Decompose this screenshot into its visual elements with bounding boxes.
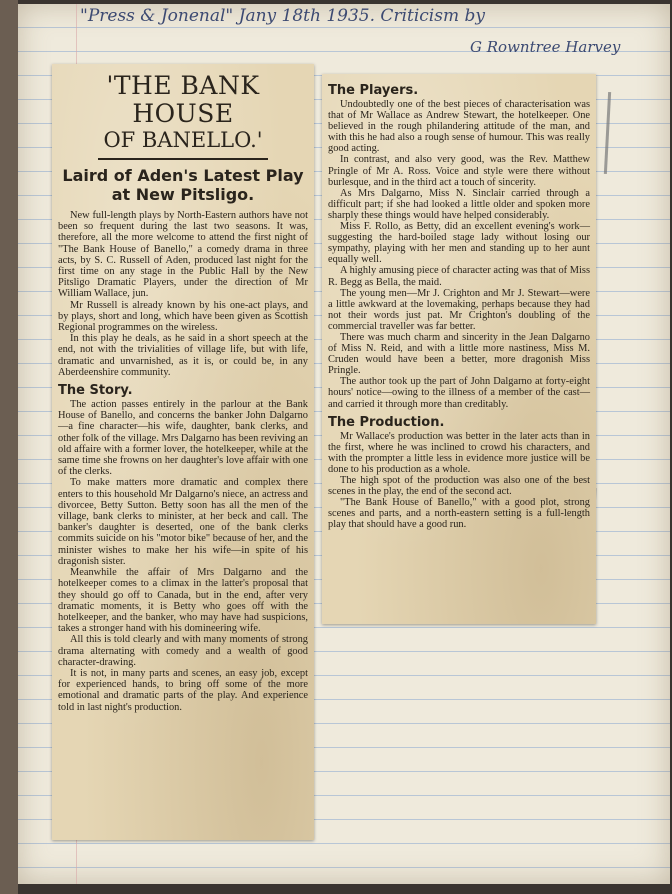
article-paragraph: All this is told clearly and with many moments of strong drama alternating with comedy and a wealth of good character-drawing. [58, 634, 308, 668]
article-paragraph: Meanwhile the affair of Mrs Dalgarno and the hotelkeeper comes to a climax in the latter's proposal that they should go off to Canada, but in the end, after very dramatic moments, it is Betty who goes off with the hotelkeeper, and the banker, who may have had suspicions, takes a stronger hand with his domineering wife. [58, 567, 308, 635]
article-paragraph: Undoubtedly one of the best pieces of characterisation was that of Mr Wallace as Andrew Stewart, the hotelkeeper. One believed in the rough philandering attitude of the man, and with this he had also a rough sense of humour. This was really good acting. [328, 99, 590, 155]
section-heading-players: The Players. [328, 83, 419, 98]
article-paragraph: A highly amusing piece of character acting was that of Miss R. Begg as Bella, the maid. [328, 265, 590, 288]
article-paragraph: New full-length plays by North-Eastern authors have not been so frequent during the last two seasons. It was, therefore, all the more welcome to attend the first night of "The Bank House of Banello," a comedy drama in three acts, by S. C. Russell of Aden, produced last night for the first time on any stage in the Public Hall by the New Pitsligo Dramatic Players, under the direction of Mr William Wallace, jun. [58, 210, 308, 300]
article-paragraph: The high spot of the production was also one of the best scenes in the play, the end of the second act. [328, 475, 590, 498]
article-paragraph: The author took up the part of John Dalgarno at forty-eight hours' notice—owing to the illness of a member of the cast—and carried it through more than creditably. [328, 376, 590, 410]
handwritten-critic-note: G Rowntree Harvey [470, 38, 621, 56]
article-paragraph: As Mrs Dalgarno, Miss N. Sinclair carried through a difficult part; if she had looked a little older and spoken more sharply these things would have helped considerably. [328, 187, 590, 221]
section-heading-production: The Production. [328, 414, 445, 430]
section-heading-story: The Story. [58, 383, 133, 399]
article-paragraph: Mr Russell is already known by his one-act plays, and by plays, short and long, which have been given as Scottish Regional programmes on the wireless. [58, 299, 308, 334]
article-paragraph: The young men—Mr J. Crighton and Mr J. Stewart—were a little awkward at the lovemaking, perhaps because they had not their words just pat. Mr Crighton's doubling of the commercial traveller was far better. [328, 287, 590, 332]
clipping-subhead: Laird of Aden's Latest Play at New Pitsligo. [62, 166, 304, 204]
article-paragraph: To make matters more dramatic and complex there enters to this household Mr Dalgarno's niece, an actress and divorcee, Betty Sutton. Betty soon has all the men of the village, bank clerks to minister, at her beck and call. The banker's daughter is deserted, one of the bank clerks commits suicide on his "motor bike" because of her, and the minister wishes to make her his wife—in spite of his dragonish sister. [58, 477, 308, 567]
album-page-edge [0, 0, 18, 894]
article-paragraph: There was much charm and sincerity in the Jean Dalgarno of Miss N. Reid, and with a little more nastiness, Miss M. Cruden would have been a better, more dragonish Miss Pringle. [328, 331, 590, 377]
article-paragraph: It is not, in many parts and scenes, an easy job, except for experienced hands, to bring off some of the more emotional and dramatic parts of the play. And experience told in last night's production. [58, 667, 308, 713]
article-paragraph: In contrast, and also very good, was the Rev. Matthew Pringle of Mr A. Ross. Voice and style were there without burlesque, and in the third act a touch of sincerity. [328, 154, 590, 188]
clipping-headline: 'THE BANK HOUSE [106, 71, 260, 128]
article-paragraph: Miss F. Rollo, as Betty, did an excellent evening's work—suggesting the hard-boiled stage lady without losing our sympathy, playing with her men and standing up to her aunt equally well. [328, 221, 590, 266]
newspaper-clipping-right [322, 74, 596, 624]
article-paragraph: In this play he deals, as he said in a short speech at the end, not with the trivialities of village life, but with life, dramatic and unvarnished, as it is, or could be, in any Aberdeenshire community. [58, 333, 308, 378]
headline-rule [98, 158, 268, 160]
newspaper-clipping-left [52, 64, 314, 840]
article-paragraph: "The Bank House of Banello," with a good plot, strong scenes and parts, and a north-eastern setting is a full-length play that should have a good run. [328, 497, 590, 531]
handwritten-source-note: "Press & Jonenal" Jany 18th 1935. Criticism by [80, 6, 485, 26]
article-paragraph: Mr Wallace's production was better in the later acts than in the first, where he was inclined to crowd his characters, and with the prompter a little less in evidence more justice will be done to his production as a whole. [328, 430, 590, 475]
article-paragraph: The action passes entirely in the parlour at the Bank House of Banello, and concerns the banker John Dalgarno—a fine character—his wife, daughter, bank clerks, and other folk of the village. Mrs Dalgarno has been reviving an old affaire with a former lover, the hotelkeeper, while at the same time she frowns on her daughter's love affair with one of the clerks. [58, 399, 308, 478]
clipping-headline-line2: OF BANELLO.' [103, 128, 263, 152]
